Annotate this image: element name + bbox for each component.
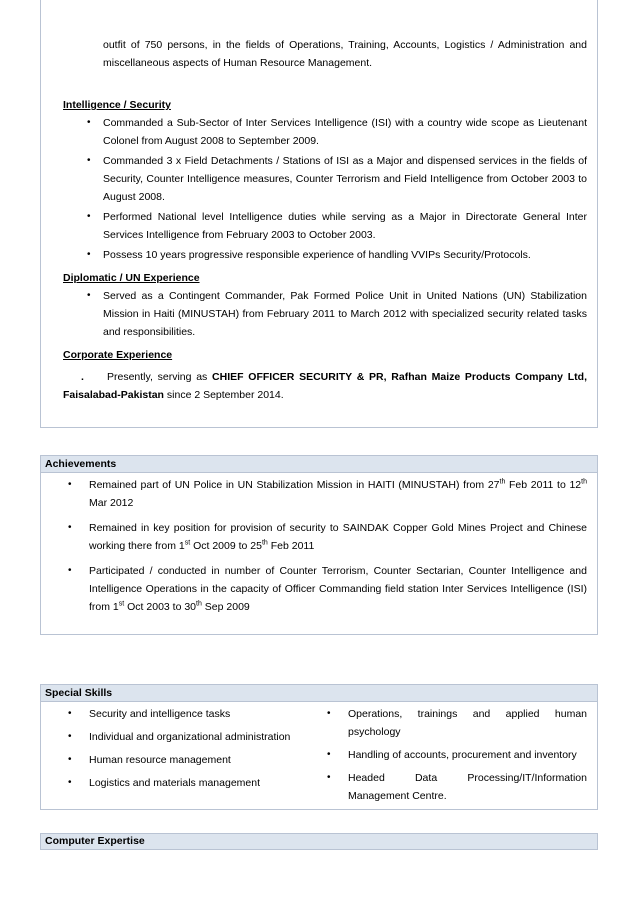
list-item: • Operations, trainings and applied human psychology [348, 705, 587, 741]
bullet-icon: • [68, 522, 72, 533]
list-item: • Human resource management [89, 751, 321, 769]
achievements-section [40, 455, 598, 635]
corporate-dot: . [81, 371, 84, 383]
bullet-icon: • [87, 117, 91, 128]
computer-section [40, 833, 598, 850]
diplomatic-list [87, 287, 587, 341]
bullet-icon: • [87, 155, 91, 166]
diplomatic-heading: Diplomatic / UN Experience [63, 272, 200, 284]
bullet-icon: • [68, 754, 72, 765]
list-item: • Handling of accounts, procurement and inventory [348, 746, 587, 764]
bullet-icon: • [68, 565, 72, 576]
intro-continuation: outfit of 750 persons, in the fields of Operations, Training, Accounts, Logistics / Administration and miscellaneous aspects of Human Resource Management. [103, 39, 587, 69]
experience-section [40, 0, 598, 428]
list-item: • Commanded 3 x Field Detachments / Stations of ISI as a Major and dispensed services in the fields of Security, Counter Intelligence measures, Counter Terrorism and Field Intelligence from October 2003 to August 2008. [103, 152, 587, 206]
list-item: • Served as a Contingent Commander, Pak Formed Police Unit in United Nations (UN) Stabilization Mission in Haiti (MINUSTAH) from February 2011 to March 2012 with specialized security related tasks and responsibilities. [103, 287, 587, 341]
list-item: • Participated / conducted in number of Counter Terrorism, Counter Sectarian, Counter Intelligence and Intelligence Operations in the capacity of Officer Commanding field station Inter Services Intelligence (ISI) from 1st Oct 2003 to 30th Sep 2009 [89, 562, 587, 616]
bullet-icon: • [327, 708, 331, 719]
bullet-icon: • [327, 749, 331, 760]
list-item: • Headed Data Processing/IT/Information Management Centre. [348, 769, 587, 805]
list-item: • Performed National level Intelligence duties while serving as a Major in Directorate General Inter Services Intelligence from February 2003 to October 2003. [103, 208, 587, 244]
bullet-icon: • [68, 777, 72, 788]
bullet-icon: • [87, 290, 91, 301]
list-item: • Possess 10 years progressive responsible experience of handling VVIPs Security/Protocols. [103, 246, 587, 264]
bullet-icon: • [87, 249, 91, 260]
corporate-entry [63, 368, 587, 404]
list-item: • Individual and organizational administration [89, 728, 321, 746]
corporate-heading: Corporate Experience [63, 349, 173, 361]
achievements-list [68, 476, 587, 616]
bullet-icon: • [68, 731, 72, 742]
bullet-icon: • [327, 772, 331, 783]
bullet-icon: • [68, 479, 72, 490]
skills-title: Special Skills [41, 685, 597, 702]
bullet-icon: • [68, 708, 72, 719]
intelligence-list [87, 114, 587, 264]
skills-left-list [68, 705, 321, 792]
list-item: • Security and intelligence tasks [89, 705, 321, 723]
list-item: • Logistics and materials management [89, 774, 321, 792]
list-item: • Remained in key position for provision of security to SAINDAK Copper Gold Mines Project and Chinese working there from 1st Oct 2009 to 25th Feb 2011 [89, 519, 587, 555]
intelligence-heading: Intelligence / Security [63, 99, 171, 111]
bullet-icon: • [87, 211, 91, 222]
achievements-title: Achievements [41, 456, 597, 473]
skills-section [40, 684, 598, 810]
corporate-role: CHIEF OFFICER SECURITY & PR, Rafhan Maize Products Company Ltd, Faisalabad-Pakistan [63, 371, 587, 401]
computer-title: Computer Expertise [41, 834, 597, 849]
corporate-suffix: since 2 September 2014. [166, 389, 284, 401]
corporate-prefix: Presently, serving as [107, 371, 208, 383]
skills-right-list [327, 705, 587, 805]
list-item: • Remained part of UN Police in UN Stabilization Mission in HAITI (MINUSTAH) from 27th Feb 2011 to 12th Mar 2012 [89, 476, 587, 512]
list-item: • Commanded a Sub-Sector of Inter Services Intelligence (ISI) with a country wide scope as Lieutenant Colonel from August 2008 to September 2009. [103, 114, 587, 150]
